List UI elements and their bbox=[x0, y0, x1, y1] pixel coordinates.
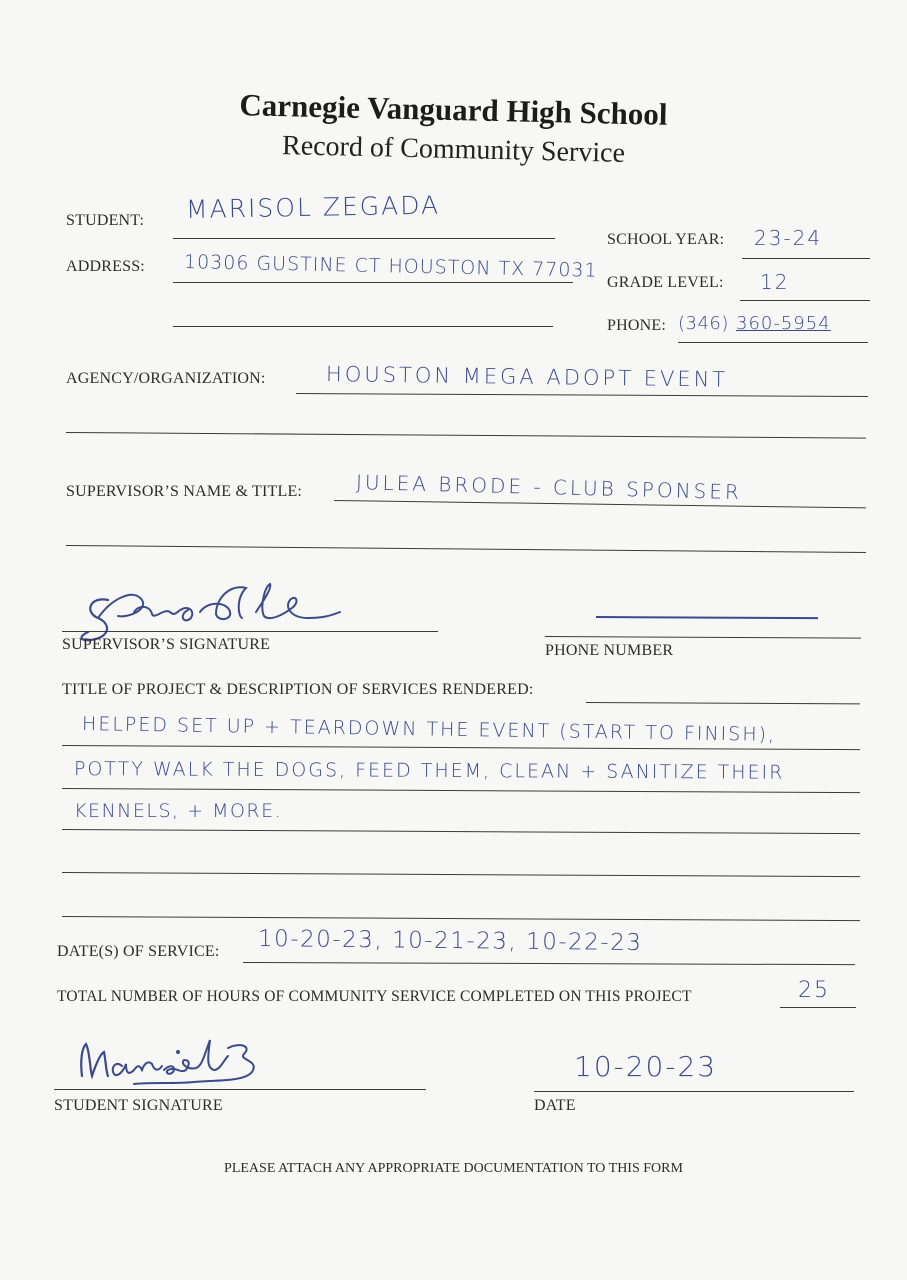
supervisor-value[interactable]: JULEA BRODE - CLUB SPONSER bbox=[355, 470, 743, 505]
phone-area-value[interactable]: (346) bbox=[678, 313, 729, 334]
date-label: DATE bbox=[534, 1097, 576, 1114]
student-value[interactable]: MARISOL ZEGADA bbox=[185, 190, 441, 224]
address-line-2 bbox=[173, 326, 553, 327]
form-title: Record of Community Service bbox=[281, 130, 626, 169]
student-signature-line bbox=[54, 1089, 426, 1090]
project-title-label: TITLE OF PROJECT & DESCRIPTION OF SERVICES RENDERED: bbox=[62, 681, 534, 698]
agency-value[interactable]: HOUSTON MEGA ADOPT EVENT bbox=[325, 362, 729, 392]
supervisor-signature-line bbox=[62, 631, 438, 632]
supervisor-line-2 bbox=[66, 545, 866, 553]
student-line bbox=[173, 238, 555, 239]
supervisor-signature-label: SUPERVISOR’S SIGNATURE bbox=[62, 636, 271, 653]
dates-of-service-value[interactable]: 10-20-23, 10-21-23, 10-22-23 bbox=[257, 926, 643, 957]
dates-of-service-label: DATE(S) OF SERVICE: bbox=[57, 943, 220, 960]
description-line[interactable]: KENNELS, + MORE. bbox=[74, 800, 283, 822]
agency-line bbox=[296, 393, 868, 397]
school-name: Carnegie Vanguard High School bbox=[239, 87, 668, 132]
school-year-label: SCHOOL YEAR: bbox=[607, 231, 725, 248]
description-line[interactable]: POTTY WALK THE DOGS, FEED THEM, CLEAN + SANITIZE THEIR bbox=[73, 758, 785, 784]
supervisor-line bbox=[334, 500, 866, 508]
phone-line bbox=[678, 342, 868, 343]
address-label: ADDRESS: bbox=[66, 258, 145, 275]
student-signature-icon bbox=[64, 1030, 304, 1096]
phone-number-value[interactable]: 360-5954 bbox=[736, 313, 831, 334]
date-line bbox=[534, 1091, 854, 1092]
phone-number-scribble bbox=[596, 616, 818, 619]
address-line bbox=[173, 282, 573, 283]
total-hours-label: TOTAL NUMBER OF HOURS OF COMMUNITY SERVICE COMPLETED ON THIS PROJECT bbox=[57, 988, 692, 1005]
total-hours-value[interactable]: 25 bbox=[798, 978, 830, 1003]
grade-level-line bbox=[740, 300, 870, 301]
project-line-4 bbox=[62, 872, 860, 877]
phone-label: PHONE: bbox=[607, 317, 666, 334]
phone-number-label: PHONE NUMBER bbox=[545, 642, 674, 659]
project-line-3 bbox=[62, 829, 860, 834]
description-line[interactable]: HELPED SET UP + TEARDOWN THE EVENT (START TO FINISH), bbox=[81, 713, 777, 746]
agency-label: AGENCY/ORGANIZATION: bbox=[66, 370, 266, 387]
phone-number-line bbox=[545, 636, 861, 639]
school-year-value[interactable]: 23-24 bbox=[754, 226, 823, 250]
footer-note: PLEASE ATTACH ANY APPROPRIATE DOCUMENTATION TO THIS FORM bbox=[224, 1161, 683, 1176]
project-line-5 bbox=[62, 916, 860, 921]
address-value[interactable]: 10306 GUSTINE CT HOUSTON TX 77031 bbox=[183, 251, 598, 282]
dates-of-service-line bbox=[243, 962, 855, 965]
total-hours-line bbox=[780, 1007, 856, 1008]
date-value[interactable]: 10-20-23 bbox=[574, 1050, 718, 1083]
project-line-1 bbox=[62, 745, 860, 750]
supervisor-label: SUPERVISOR’S NAME & TITLE: bbox=[66, 483, 303, 500]
project-line-0 bbox=[586, 702, 860, 704]
project-line-2 bbox=[62, 788, 860, 793]
school-year-line bbox=[742, 258, 870, 259]
student-signature-label: STUDENT SIGNATURE bbox=[54, 1097, 223, 1114]
grade-level-label: GRADE LEVEL: bbox=[607, 274, 724, 291]
agency-line-2 bbox=[66, 432, 866, 439]
student-label: STUDENT: bbox=[66, 212, 145, 229]
grade-level-value[interactable]: 12 bbox=[760, 270, 790, 294]
